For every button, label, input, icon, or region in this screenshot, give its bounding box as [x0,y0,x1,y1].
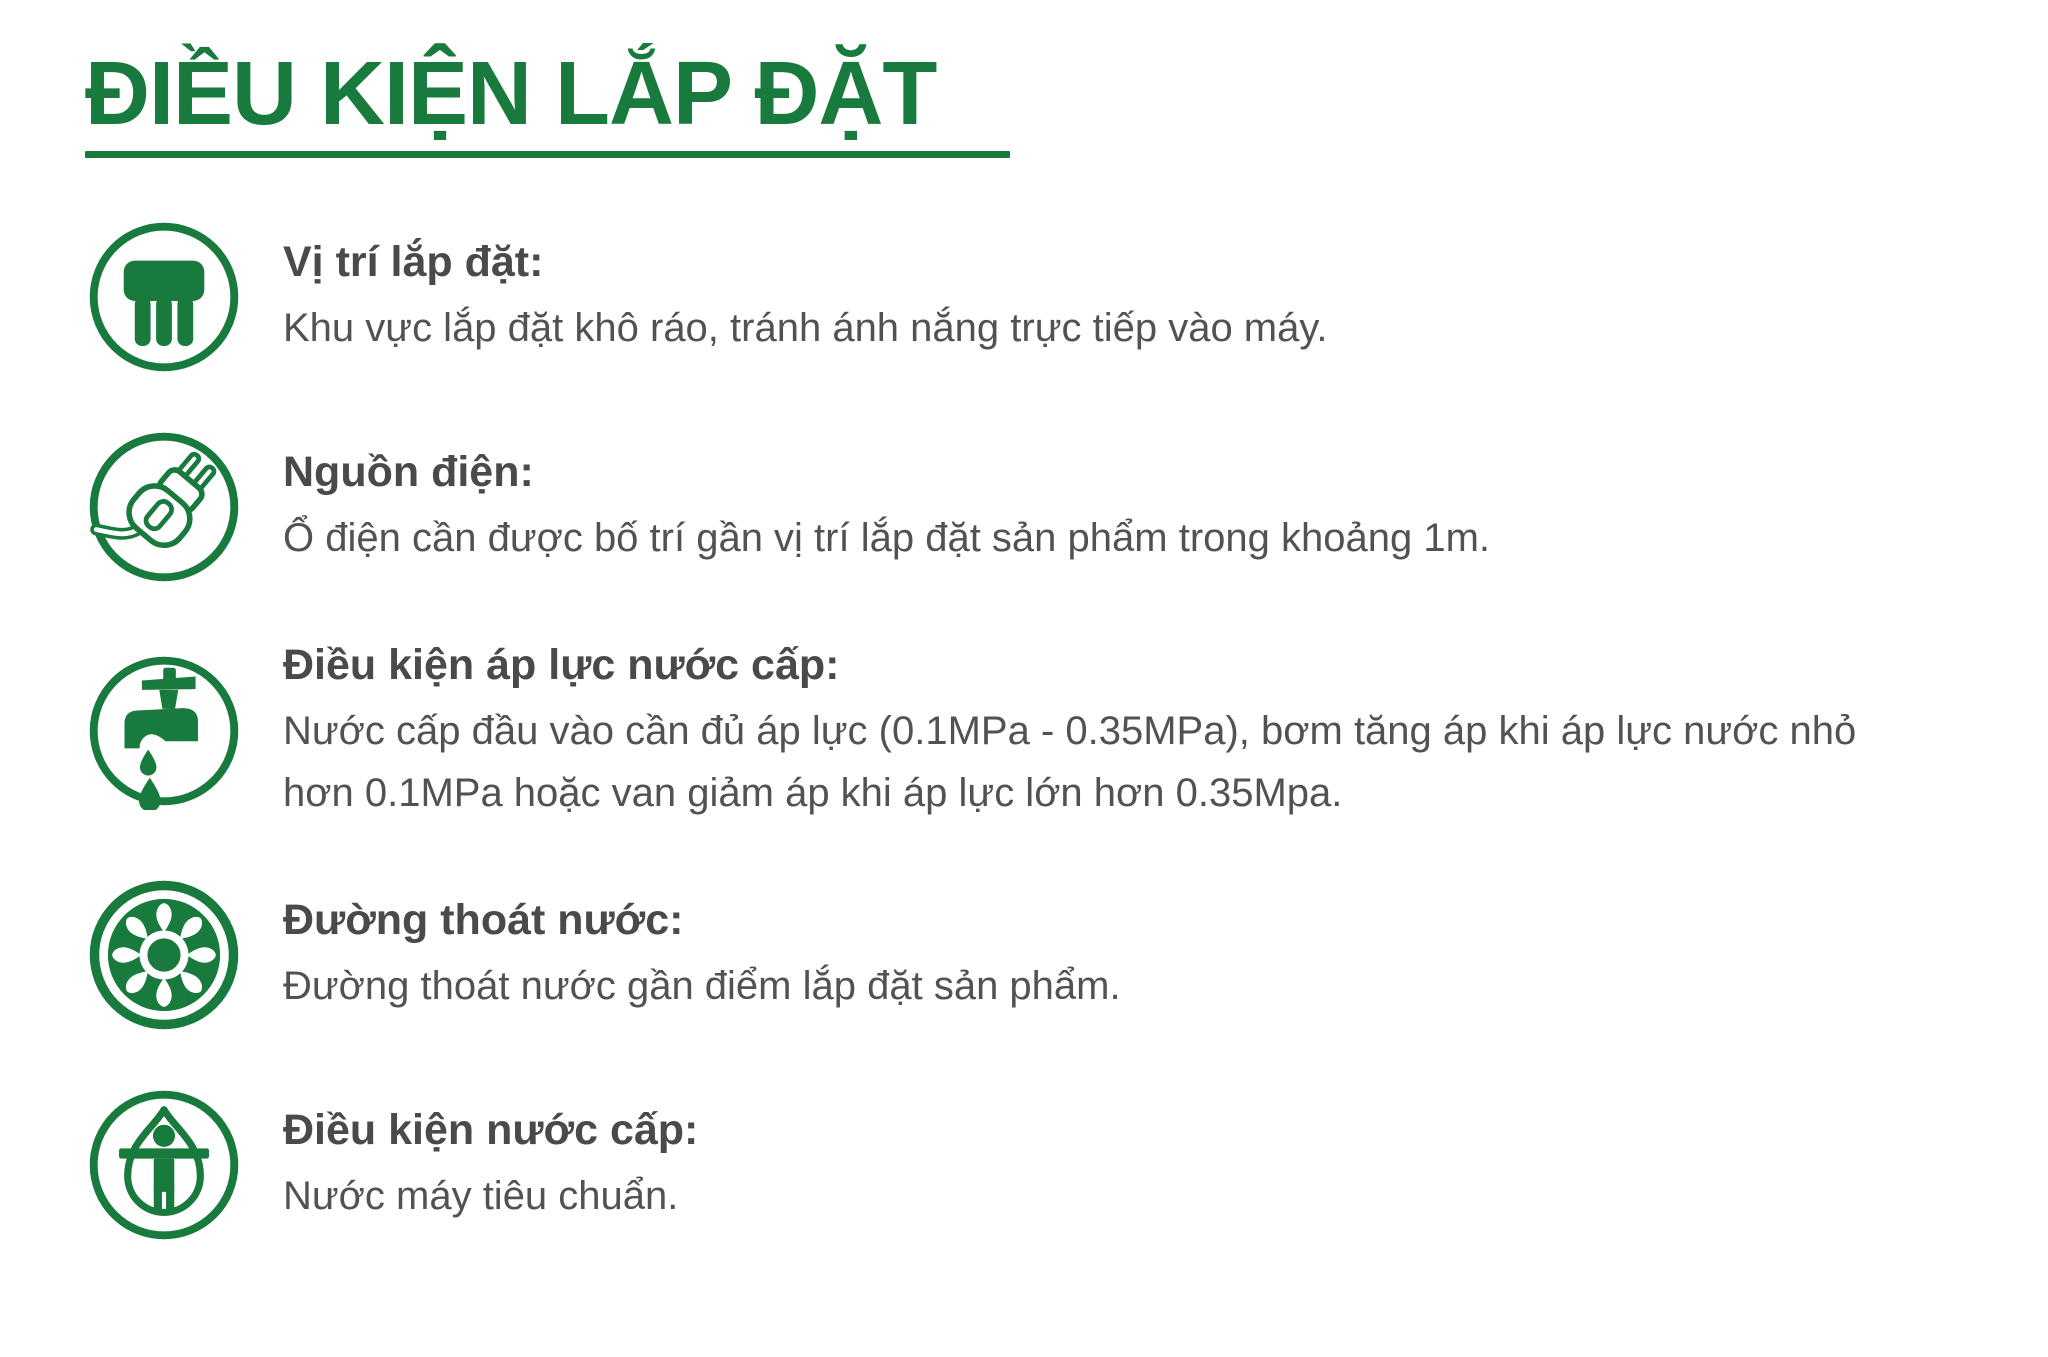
section-heading: Đường thoát nước: [283,895,684,944]
faucet-drip-icon [85,652,243,810]
list-item-text [283,235,1328,359]
section-body: Khu vực lắp đặt khô ráo, tránh ánh nắng trực tiếp vào máy. [283,305,1328,350]
section-body: Ổ điện cần được bố trí gần vị trí lắp đặt sản phẩm trong khoảng 1m. [283,515,1491,560]
section-heading: Điều kiện áp lực nước cấp: [283,640,840,689]
list-item-text [283,638,1883,824]
person-water-drop-icon [85,1086,243,1244]
list-item-text [283,445,1490,569]
list-item-water-quality [85,1086,2048,1244]
section-body: Đường thoát nước gần điểm lắp đặt sản phẩm. [283,963,1121,1008]
section-heading: Điều kiện nước cấp: [283,1105,699,1154]
drain-icon [85,876,243,1034]
power-plug-icon [85,428,243,586]
list-item-location [85,218,2048,376]
list-item-text [283,893,1121,1017]
water-filter-icon [85,218,243,376]
list-item-power [85,428,2048,586]
section-heading: Vị trí lắp đặt: [283,237,544,286]
list-item-pressure [85,638,2048,824]
section-heading: Nguồn điện: [283,447,534,496]
section-body: Nước cấp đầu vào cần đủ áp lực (0.1MPa - 0.35MPa), bơm tăng áp khi áp lực nước nhỏ hơn 0.1MPa hoặc van giảm áp khi áp lực lớn hơn 0.35Mpa. [283,708,1857,815]
condition-list [85,218,2048,1244]
list-item-text [283,1103,698,1227]
list-item-drain [85,876,2048,1034]
title-underline [85,151,1010,158]
page-title: ĐIỀU KIỆN LẮP ĐẶT [85,44,937,144]
section-body: Nước máy tiêu chuẩn. [283,1173,679,1218]
